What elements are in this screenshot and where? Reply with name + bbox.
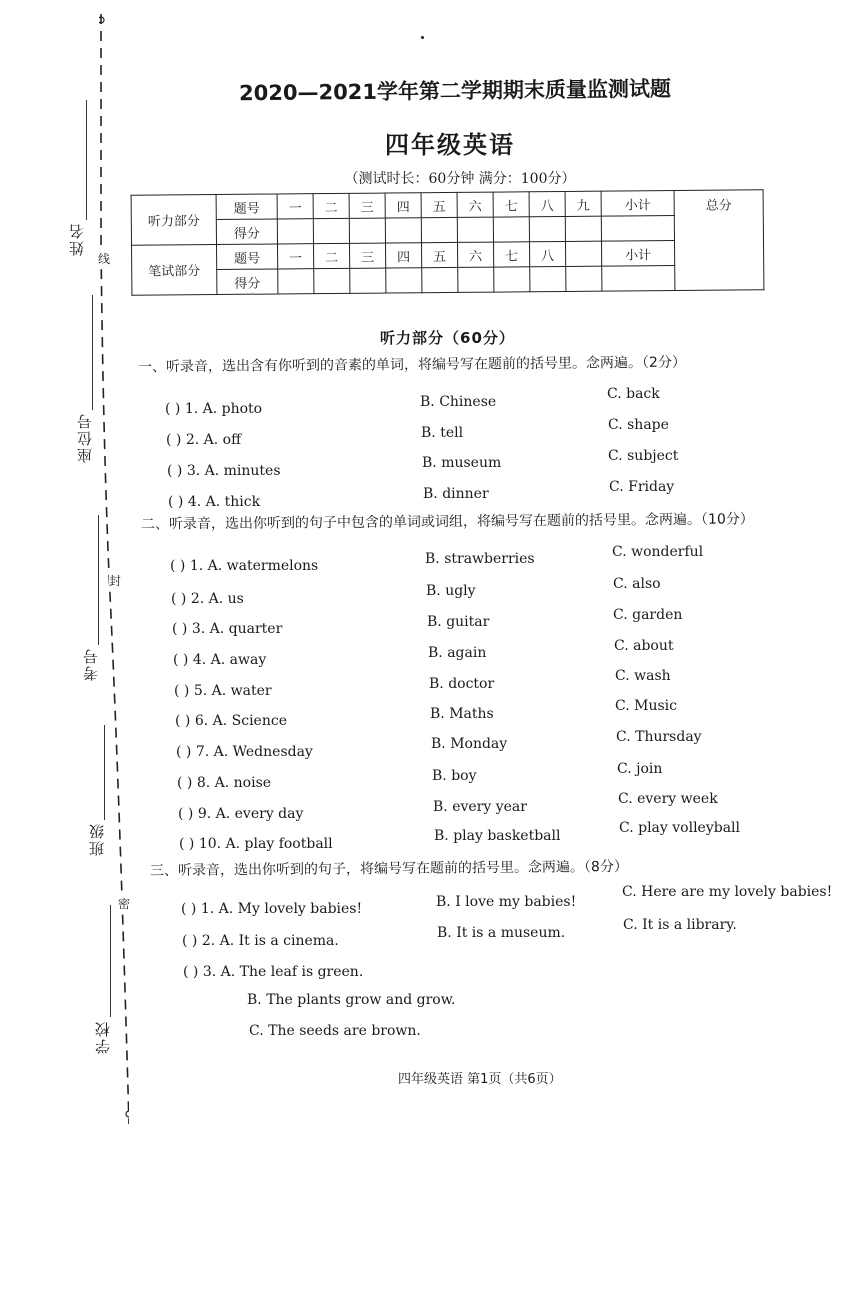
option-b: B. every year [433, 799, 527, 815]
question-item[interactable]: ( ) 4. A. thick [168, 494, 261, 510]
option-b: B. guitar [427, 614, 490, 630]
question-number: 三 [350, 243, 386, 268]
option-c: C. subject [608, 448, 679, 464]
option-c: C. Friday [609, 479, 675, 495]
binding-dashed-line [99, 14, 129, 1124]
seal-secret-mark: 密 [118, 893, 130, 914]
option-c: C. shape [608, 417, 669, 433]
option-b: B. boy [432, 768, 477, 784]
score-cell[interactable] [493, 217, 529, 242]
option-c: C. The seeds are brown. [249, 1023, 421, 1039]
subtotal-cell[interactable] [602, 266, 675, 292]
question-item[interactable]: ( ) 9. A. every day [178, 806, 304, 822]
score-cell[interactable] [565, 216, 601, 241]
question-item[interactable]: ( ) 10. A. play football [179, 836, 333, 852]
seat-number-label: 座位号 [76, 412, 94, 463]
option-b: B. museum [422, 455, 502, 471]
question-number: 四 [386, 243, 422, 268]
question-number: 四 [385, 193, 421, 218]
option-c: C. back [607, 386, 660, 402]
option-b: B. It is a museum. [437, 925, 566, 941]
score-cell[interactable] [421, 217, 457, 242]
exam-number-field-line[interactable] [98, 515, 99, 645]
option-b: B. strawberries [425, 551, 535, 567]
score-table [131, 189, 765, 296]
school-label: 学校 [94, 1020, 112, 1054]
question-number: 八 [529, 191, 565, 216]
question-item[interactable]: ( ) 1. A. watermelons [170, 558, 319, 574]
option-b: B. doctor [429, 676, 495, 692]
score-label: 得分 [216, 219, 277, 245]
question-label: 题号 [217, 244, 278, 270]
score-cell[interactable] [350, 268, 386, 293]
option-c: C. Thursday [616, 729, 702, 745]
score-cell[interactable] [349, 218, 385, 243]
option-c: C. play volleyball [619, 820, 741, 836]
class-field-line[interactable] [104, 725, 105, 820]
question-number: 一 [278, 244, 314, 269]
option-b: B. dinner [423, 486, 489, 502]
option-b: B. Monday [431, 736, 508, 752]
question-number: 八 [529, 241, 565, 266]
exam-subject: 四年级英语 [385, 131, 515, 159]
question-item[interactable]: ( ) 4. A. away [173, 652, 267, 668]
score-cell[interactable] [422, 267, 458, 292]
question-item[interactable]: ( ) 1. A. My lovely babies! [181, 901, 363, 917]
option-b: B. play basketball [434, 828, 561, 844]
listening-section-heading: 听力部分（60分） [380, 329, 515, 347]
exam-number-label: 考号 [82, 647, 100, 681]
score-cell[interactable] [457, 217, 493, 242]
option-b: B. I love my babies! [436, 894, 577, 910]
question-number: 三 [349, 193, 385, 218]
option-c: C. every week [618, 791, 718, 807]
question-item[interactable]: ( ) 6. A. Science [175, 713, 287, 729]
stray-dot [421, 36, 424, 39]
option-b: B. Maths [430, 706, 494, 722]
seal-line-mark: 线 [98, 248, 110, 269]
question-number: 七 [493, 242, 529, 267]
subtotal-label: 小计 [601, 241, 674, 267]
school-field-line[interactable] [110, 905, 111, 1017]
question-number: 七 [493, 192, 529, 217]
question-number: 五 [421, 192, 457, 217]
seat-number-field-line[interactable] [92, 295, 93, 410]
option-c: C. Here are my lovely babies! [622, 884, 833, 900]
name-label: 姓名 [68, 222, 86, 256]
question-number: 五 [422, 242, 458, 267]
name-field-line[interactable] [86, 100, 87, 220]
exam-info: （测试时长：60分钟 满分：100分） [344, 171, 576, 187]
score-cell[interactable] [529, 216, 565, 241]
score-cell[interactable] [277, 219, 313, 244]
question-item[interactable]: ( ) 3. A. quarter [172, 621, 283, 637]
score-cell[interactable] [458, 267, 494, 292]
score-cell[interactable] [566, 266, 602, 291]
empty-cell [565, 241, 601, 266]
option-b: B. ugly [426, 583, 476, 599]
exam-title: 2020—2021学年第二学期期末质量监测试题 [238, 76, 672, 106]
question-number: 六 [457, 192, 493, 217]
option-c: C. wonderful [612, 544, 704, 560]
total-label: 总分 [674, 190, 764, 291]
option-c: C. wash [615, 668, 671, 684]
question-item[interactable]: ( ) 2. A. It is a cinema. [182, 933, 339, 949]
part2-instruction: 二、听录音，选出你听到的句子中包含的单词或词组，将编号写在题前的括号里。念两遍。（10分） [140, 511, 754, 533]
option-c: C. garden [613, 607, 683, 623]
question-number: 六 [457, 242, 493, 267]
question-number: 二 [314, 243, 350, 268]
option-c: C. It is a library. [623, 917, 737, 933]
question-item[interactable]: ( ) 3. A. minutes [167, 463, 281, 479]
listening-label: 听力部分 [131, 195, 216, 246]
question-item[interactable]: ( ) 3. A. The leaf is green. [183, 964, 364, 980]
score-label: 得分 [217, 269, 278, 295]
question-number: 九 [565, 191, 601, 216]
question-item[interactable]: ( ) 2. A. off [166, 432, 242, 448]
score-cell[interactable] [530, 266, 566, 291]
question-item[interactable]: ( ) 7. A. Wednesday [176, 744, 313, 760]
option-c: C. also [613, 576, 661, 592]
question-item[interactable]: ( ) 5. A. water [174, 683, 272, 699]
subtotal-label: 小计 [601, 191, 674, 217]
question-number: 二 [313, 193, 349, 218]
part3-instruction: 三、听录音，选出你听到的句子，将编号写在题前的括号里。念两遍。（8分） [149, 858, 628, 880]
option-b: B. tell [421, 425, 464, 441]
score-cell[interactable] [385, 218, 421, 243]
score-cell[interactable] [278, 269, 314, 294]
question-item[interactable]: ( ) 2. A. us [171, 591, 244, 607]
question-item[interactable]: ( ) 1. A. photo [165, 401, 263, 417]
option-c: C. Music [615, 698, 677, 714]
score-cell[interactable] [314, 268, 350, 293]
class-label: 班级 [88, 822, 106, 856]
option-b: B. Chinese [420, 394, 497, 410]
writing-label: 笔试部分 [132, 245, 217, 296]
subtotal-cell[interactable] [601, 216, 674, 242]
part1-instruction: 一、听录音，选出含有你听到的音素的单词，将编号写在题前的括号里。念两遍。（2分） [137, 354, 686, 376]
option-c: C. about [614, 638, 674, 654]
page-footer: 四年级英语 第1页（共6页） [398, 1072, 562, 1087]
score-cell[interactable] [313, 218, 349, 243]
seal-seal-mark: 封 [109, 570, 121, 591]
score-cell[interactable] [386, 268, 422, 293]
question-item[interactable]: ( ) 8. A. noise [177, 775, 272, 791]
question-label: 题号 [216, 194, 277, 220]
question-number: 一 [277, 194, 313, 219]
option-b: B. again [428, 645, 487, 661]
option-c: C. join [617, 761, 663, 777]
option-b: B. The plants grow and grow. [247, 992, 456, 1008]
score-cell[interactable] [494, 267, 530, 292]
